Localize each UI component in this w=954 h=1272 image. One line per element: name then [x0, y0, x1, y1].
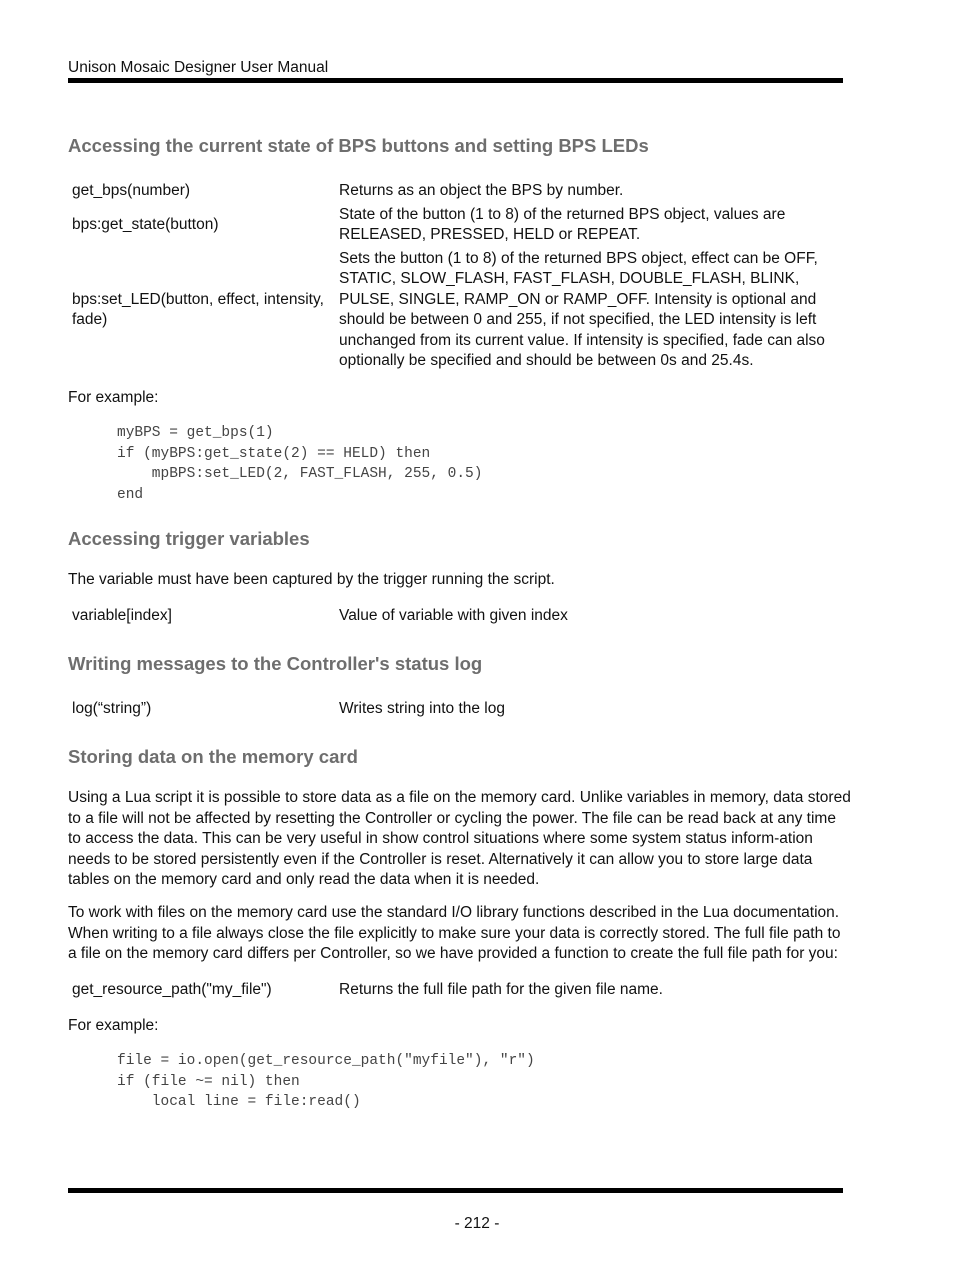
table-row: [68, 980, 844, 1001]
paragraph: Using a Lua script it is possible to store data as a file on the memory card. Unlike variables in memory, data stored to a file will not be affected by resetting the Controller or cycling the power. The file can be read back at any time to access the data. This can be very useful in show control situations where some system status inform-ation needs to be stored persistently even if the Controller is reset. Alternatively it can allow you to store large data tables on the memory card and only read the data when it is needed.: [68, 789, 851, 888]
footer-rule: [68, 1188, 843, 1193]
function-description: Returns the full file path for the given file name.: [339, 981, 663, 998]
function-signature: variable[index]: [72, 607, 172, 624]
code-block-bps: myBPS = get_bps(1) if (myBPS:get_state(2) == HELD) then mpBPS:set_LED(2, FAST_FLASH, 255, 0.5) end: [117, 425, 483, 503]
function-table-bps: [68, 181, 844, 372]
function-description: Sets the button (1 to 8) of the returned BPS object, effect can be OFF, STATIC, SLOW_FLASH, FAST_FLASH, DOUBLE_FLASH, BLINK, PULSE, SINGLE, RAMP_ON or RAMP_OFF. Intensity is optional and should be between 0 and 255, if not specified, the LED intensity is left unchanged from its current value. If intensity is specified, fade can also optionally be specified and should be between 0s and 25.4s.: [339, 249, 825, 369]
table-row: [68, 181, 844, 202]
function-signature: get_bps(number): [72, 182, 191, 199]
section-heading-trigger-variables: Accessing trigger variables: [68, 528, 310, 549]
function-description: State of the button (1 to 8) of the returned BPS object, values are RELEASED, PRESSED, HELD or REPEAT.: [339, 205, 786, 243]
example-label: For example:: [68, 389, 159, 406]
page-number: - 212 -: [454, 1215, 500, 1232]
table-row: [68, 202, 844, 246]
paragraph: To work with files on the memory card use the standard I/O library functions described in the Lua documentation. When writing to a file always close the file explicitly to make sure your data is correctly stored. The full file path to a file on the memory card differs per Controller, so we have provided a function to create the full file path for you:: [68, 904, 841, 962]
section-heading-bps: Accessing the current state of BPS buttons and setting BPS LEDs: [68, 135, 649, 156]
function-description: Returns as an object the BPS by number.: [339, 182, 624, 199]
section-heading-status-log: Writing messages to the Controller's status log: [68, 653, 483, 674]
table-row: [68, 606, 844, 627]
function-signature: log(“string”): [72, 700, 152, 717]
function-table-resource-path: [68, 980, 844, 1001]
table-row: [68, 246, 844, 372]
function-description: Value of variable with given index: [339, 607, 568, 624]
function-description: Writes string into the log: [339, 700, 505, 717]
section-intro: The variable must have been captured by the trigger running the script.: [68, 571, 555, 588]
header-rule: [68, 78, 843, 83]
function-table-log: [68, 699, 844, 720]
code-block-file-io: file = io.open(get_resource_path("myfile"), "r") if (file ~= nil) then local line = file:read(): [117, 1053, 535, 1111]
table-row: [68, 699, 844, 720]
running-header: Unison Mosaic Designer User Manual: [68, 59, 329, 76]
function-table-variables: [68, 606, 844, 627]
section-heading-memory-card: Storing data on the memory card: [68, 746, 358, 767]
function-signature: get_resource_path("my_file"): [72, 981, 272, 998]
example-label: For example:: [68, 1017, 159, 1034]
function-signature: bps:get_state(button): [72, 215, 219, 233]
function-signature: bps:set_LED(button, effect, intensity, fade): [72, 290, 324, 328]
